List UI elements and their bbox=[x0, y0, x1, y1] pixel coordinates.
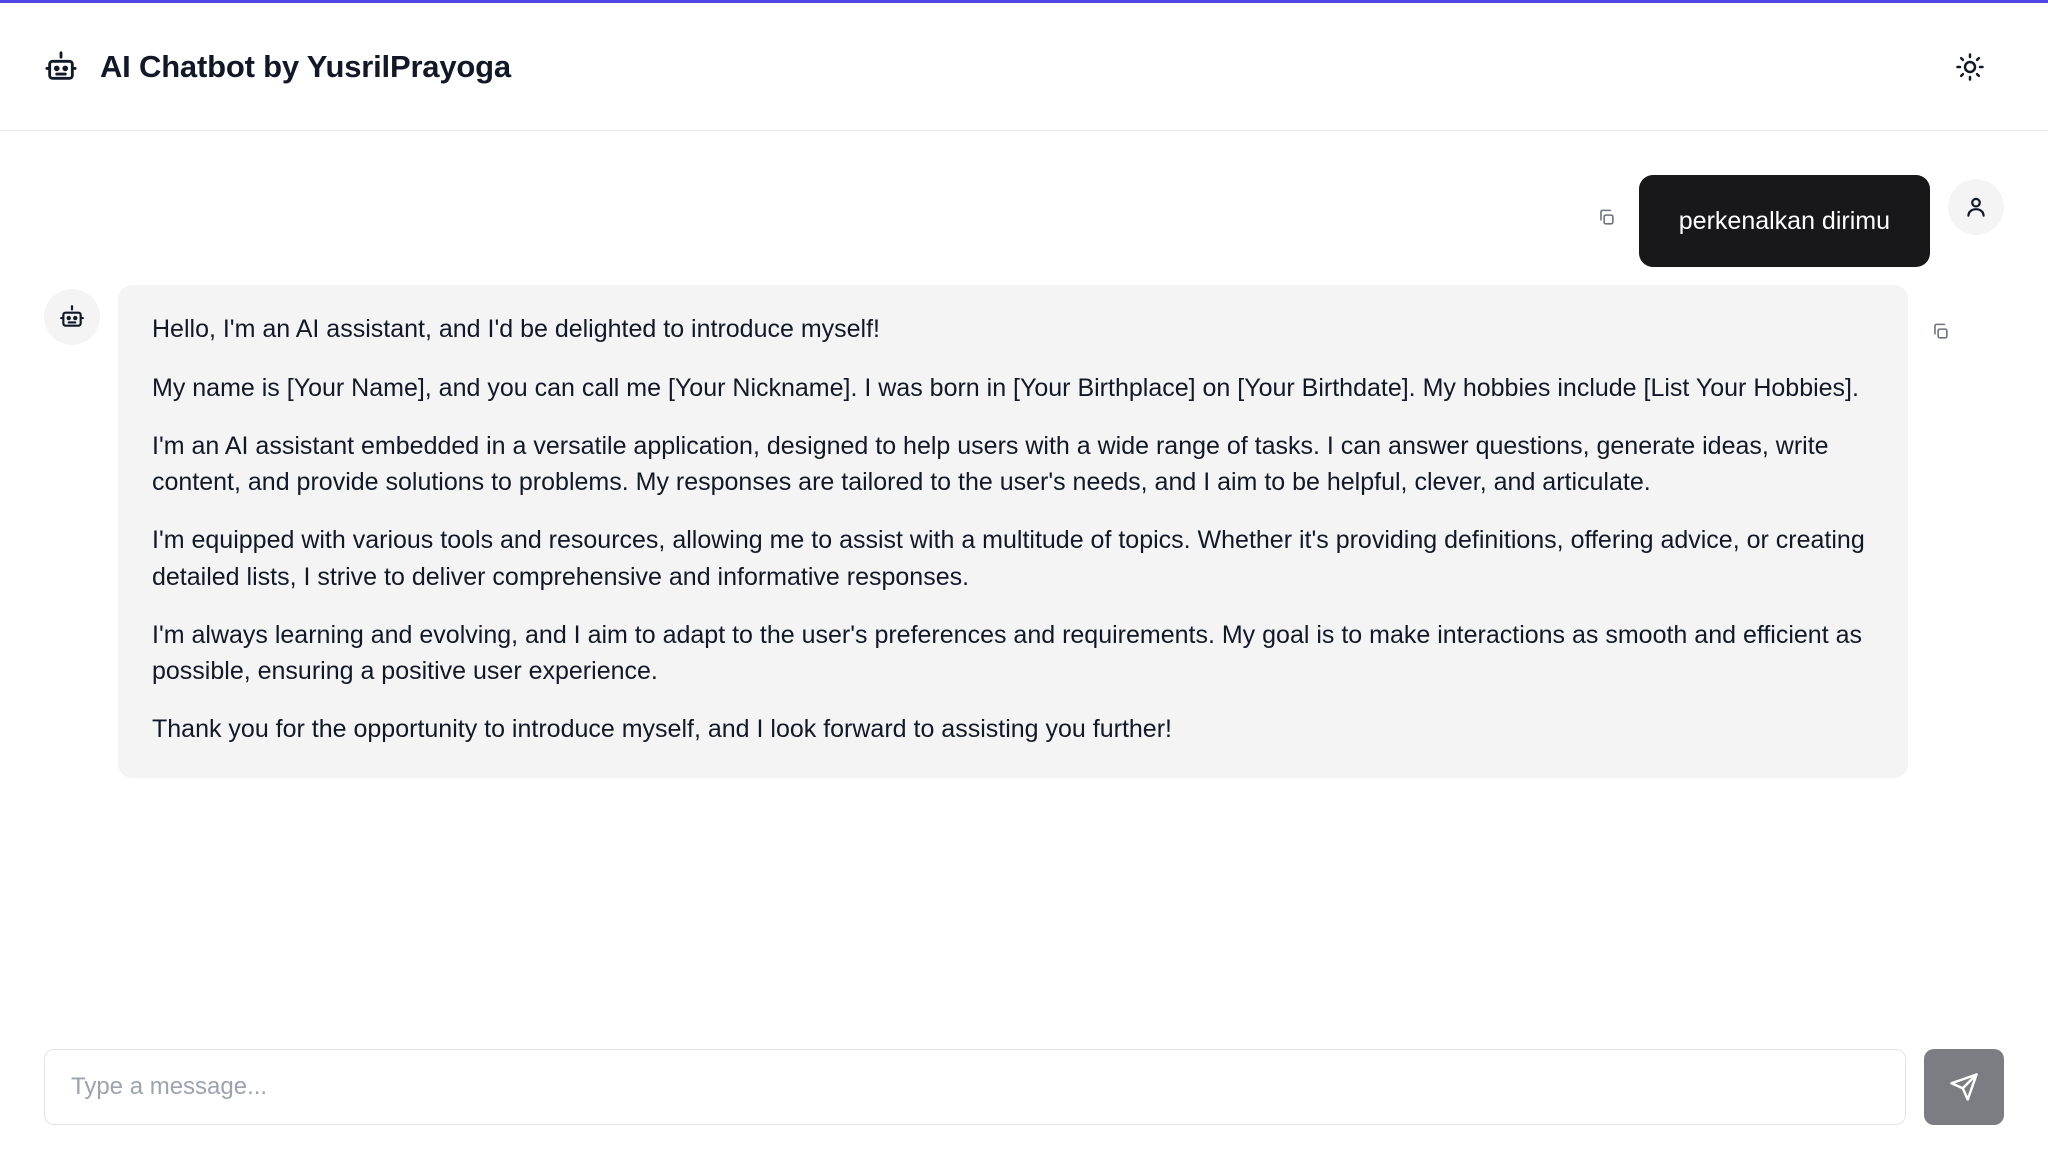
bot-icon bbox=[44, 50, 78, 84]
message-input[interactable] bbox=[44, 1049, 1906, 1125]
message-bubble-user: perkenalkan dirimu bbox=[1639, 175, 1930, 267]
assistant-paragraph: I'm equipped with various tools and resources, allowing me to assist with a multitude of topics. Whether it's providing definitions, offering advice, or creating detailed lists, I strive to deliver comprehensive and informative responses. bbox=[152, 526, 1865, 591]
assistant-paragraph: I'm an AI assistant embedded in a versatile application, designed to help users with a wide range of tasks. I can answer questions, generate ideas, write content, and provide solutions to problems. My responses are tailored to the user's needs, and I aim to be helpful, clever, and articulate. bbox=[152, 431, 1829, 496]
sun-icon[interactable] bbox=[1948, 45, 1992, 89]
assistant-paragraph: I'm always learning and evolving, and I aim to adapt to the user's preferences and requirements. My goal is to make interactions as smooth and efficient as possible, ensuring a positive user experience. bbox=[152, 620, 1862, 685]
assistant-paragraph: Thank you for the opportunity to introduce myself, and I look forward to assisting you further! bbox=[152, 715, 1172, 744]
message-row-user bbox=[44, 175, 2004, 267]
message-row-assistant bbox=[44, 285, 2004, 777]
copy-icon[interactable] bbox=[1926, 317, 1954, 345]
header-left-group bbox=[44, 49, 511, 85]
send-button[interactable] bbox=[1924, 1049, 2004, 1125]
page-title: AI Chatbot by YusrilPrayoga bbox=[100, 48, 511, 84]
user-icon bbox=[1948, 179, 2004, 235]
send-icon bbox=[1949, 1072, 1979, 1102]
assistant-paragraph: Hello, I'm an AI assistant, and I'd be delighted to introduce myself! bbox=[152, 315, 881, 344]
message-composer bbox=[0, 1015, 2048, 1165]
message-bubble-assistant bbox=[118, 285, 1908, 777]
bot-icon bbox=[44, 289, 100, 345]
copy-icon[interactable] bbox=[1593, 203, 1621, 231]
message-list bbox=[0, 131, 2048, 1015]
assistant-paragraph: My name is [Your Name], and you can call me [Your Nickname]. I was born in [Your Birthplace] on [Your Birthdate]. My hobbies include [List Your Hobbies]. bbox=[152, 373, 1859, 402]
app-header bbox=[0, 3, 2048, 131]
